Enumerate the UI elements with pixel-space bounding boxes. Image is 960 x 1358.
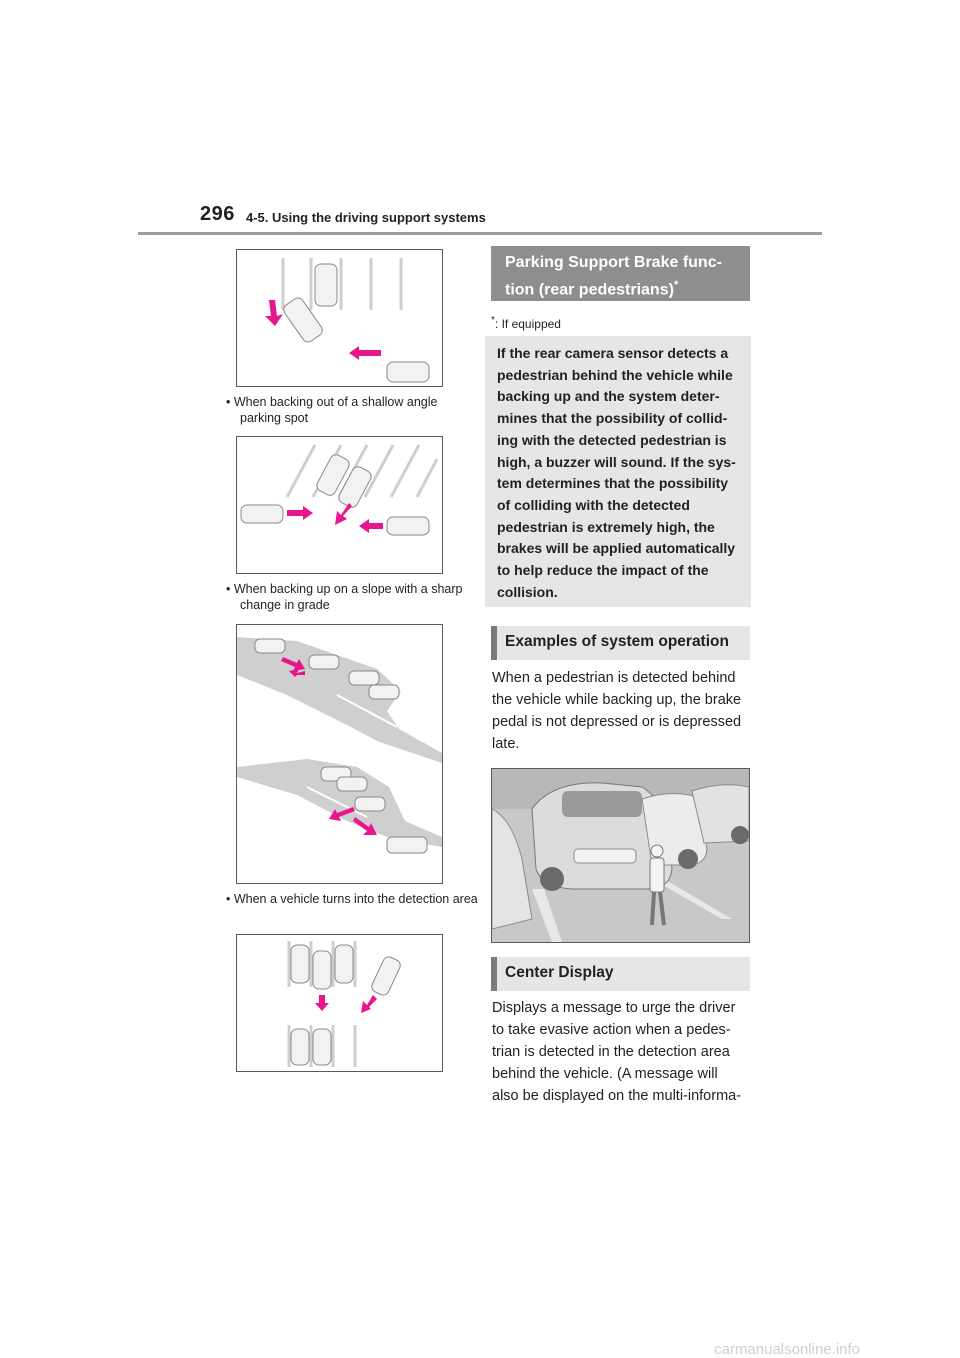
header-rule: [138, 232, 822, 235]
center-display-line: trian is detected in the detection area: [492, 1044, 730, 1060]
heading-asterisk: *: [673, 279, 679, 291]
info-line: mines that the possibility of collid-: [497, 410, 728, 427]
examples-line: When a pedestrian is detected behind: [492, 670, 736, 686]
figure-pedestrian: [491, 768, 750, 943]
info-line: backing up and the system deter-: [497, 388, 720, 405]
heading-line-1: Parking Support Brake func-: [505, 254, 722, 271]
center-display-line: Displays a message to urge the driver: [492, 1000, 736, 1016]
heading-line-2: tion (rear pedestrians): [505, 281, 674, 299]
center-display-line: to take evasive action when a pedes-: [492, 1022, 731, 1038]
bullet-shallow-angle: • When backing out of a shallow angle parking spot: [226, 395, 438, 425]
info-line: pedestrian behind the vehicle while: [497, 366, 733, 383]
info-box: [485, 336, 751, 607]
info-line: tem determines that the possibility: [497, 475, 729, 492]
examples-line: pedal is not depressed or is depressed: [492, 714, 742, 730]
info-line: high, a buzzer will sound. If the sys-: [497, 453, 736, 470]
figure-angled-parking: [236, 436, 443, 574]
footnote: [491, 315, 561, 331]
parking-support-heading: [491, 246, 750, 301]
center-display-text: [492, 997, 754, 1107]
center-display-line: also be displayed on the multi-informa-: [492, 1088, 742, 1104]
info-line: pedestrian is extremely high, the: [497, 518, 715, 535]
bullet-vehicle-turns: • When a vehicle turns into the detection area: [226, 892, 478, 906]
examples-line: the vehicle while backing up, the brake: [492, 692, 742, 708]
info-line: If the rear camera sensor detects a: [497, 345, 729, 361]
footnote-asterisk: *: [491, 315, 495, 326]
section-title: 4-5. Using the driving support systems: [246, 210, 486, 225]
info-line: brakes will be applied automatically: [497, 540, 736, 557]
watermark: carmanualsonline.info: [714, 1341, 860, 1358]
examples-text: [492, 667, 754, 755]
center-display-line: behind the vehicle. (A message will: [492, 1066, 718, 1082]
info-line: collision.: [497, 583, 558, 600]
page-number: 296: [200, 203, 235, 225]
info-line: ing with the detected pedestrian is: [497, 431, 727, 448]
center-display-heading: Center Display: [491, 957, 750, 991]
info-line: of colliding with the detected: [497, 496, 690, 513]
figure-parking-backing: [236, 249, 443, 387]
footnote-text: : If equipped: [494, 317, 561, 331]
examples-line: late.: [492, 736, 520, 752]
info-line: to help reduce the impact of the: [497, 562, 709, 579]
figure-detection-area: [236, 934, 443, 1072]
bullet-slope-grade: • When backing up on a slope with a sharp change in grade: [226, 582, 463, 612]
examples-heading: Examples of system operation: [491, 626, 750, 660]
figure-slope: [236, 624, 443, 884]
